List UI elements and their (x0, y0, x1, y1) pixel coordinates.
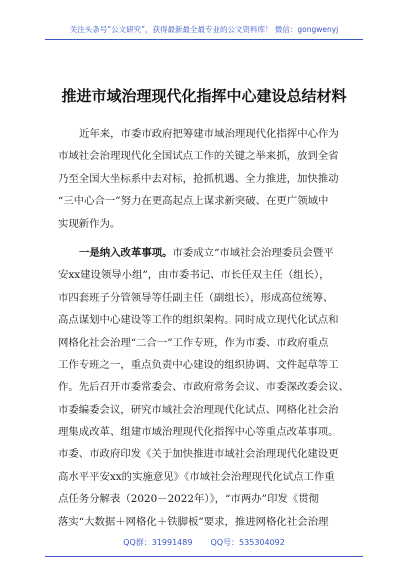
document-title: 推进市域治理现代化指挥中心建设总结材料 (61, 87, 347, 105)
paragraph-line: 市委编委会议，研究市域社会治理现代化试点、网格化社会治 (58, 403, 339, 416)
footer-qq-number: QQ号：535304092 (210, 538, 285, 547)
paragraph-line: 高水平平安xx的实施意见》《市域社会治理现代化试点工作重 (58, 470, 335, 483)
paragraph-line: 市四套班子分管领导等任副主任（副组长），形成高位统筹、 (58, 291, 334, 304)
paragraph-line: 乃至全国大坐标系中去对标，抢抓机遇、全力推进，加快推动 (58, 172, 339, 185)
paragraph-line: 网格化社会治理“二合一”工作专班，作为市委、市政府重点 (58, 336, 329, 349)
paragraph-line: 理集成改革、组建市域治理现代化指挥中心等重点改革事项。 (58, 426, 339, 439)
paragraph-line: 市委、市政府印发《关于加快推进市域社会治理现代化建设更 (58, 448, 339, 461)
paragraph-line: 安xx建设领导小组”，由市委书记、市长任双主任（组长）， (58, 269, 330, 282)
document-body (58, 123, 358, 533)
paragraph-line: 实现新作为。 (58, 217, 121, 230)
paragraph-line: 点任务分解表（2020－2022年）》，“市两办”印发《贯彻 (58, 493, 319, 506)
paragraph-line: 落实“大数据＋网格化＋铁脚板”要求，推进网格化社会治理 (58, 515, 329, 528)
footer-contact (45, 537, 363, 548)
header-banner: 关注头条号“公文研究”，获得最新最全最专业的公文资料库！ 微信：gongwenyj (69, 25, 339, 34)
section-heading: 一是纳入改革事项。 (79, 246, 173, 259)
footer-divider (45, 556, 363, 557)
header-divider (45, 39, 363, 40)
paragraph-line: 工作专班之一，重点负责中心建设的组织协调、文件起草等工 (58, 358, 339, 371)
paragraph-line: 市域社会治理现代化全国试点工作的关键之举来抓，放到全省 (58, 150, 339, 163)
section-first-line (58, 242, 358, 264)
paragraph-line: 作。先后召开市委常委会、市政府常务会议、市委深改委会议、 (58, 381, 349, 394)
paragraph-line: “三中心合一”努力在更高起点上谋求新突破、在更广领域中 (58, 195, 329, 208)
paragraph-line: 高点谋划中心建设等工作的组织架构。同时成立现代化试点和 (58, 314, 339, 327)
section-first-line-text: 市委成立“市域社会治理委员会暨平 (172, 246, 334, 259)
paragraph-line: 近年来，市委市政府把筹建市域治理现代化指挥中心作为 (79, 128, 339, 140)
footer-qq-group: QQ群：31991489 (123, 538, 193, 547)
